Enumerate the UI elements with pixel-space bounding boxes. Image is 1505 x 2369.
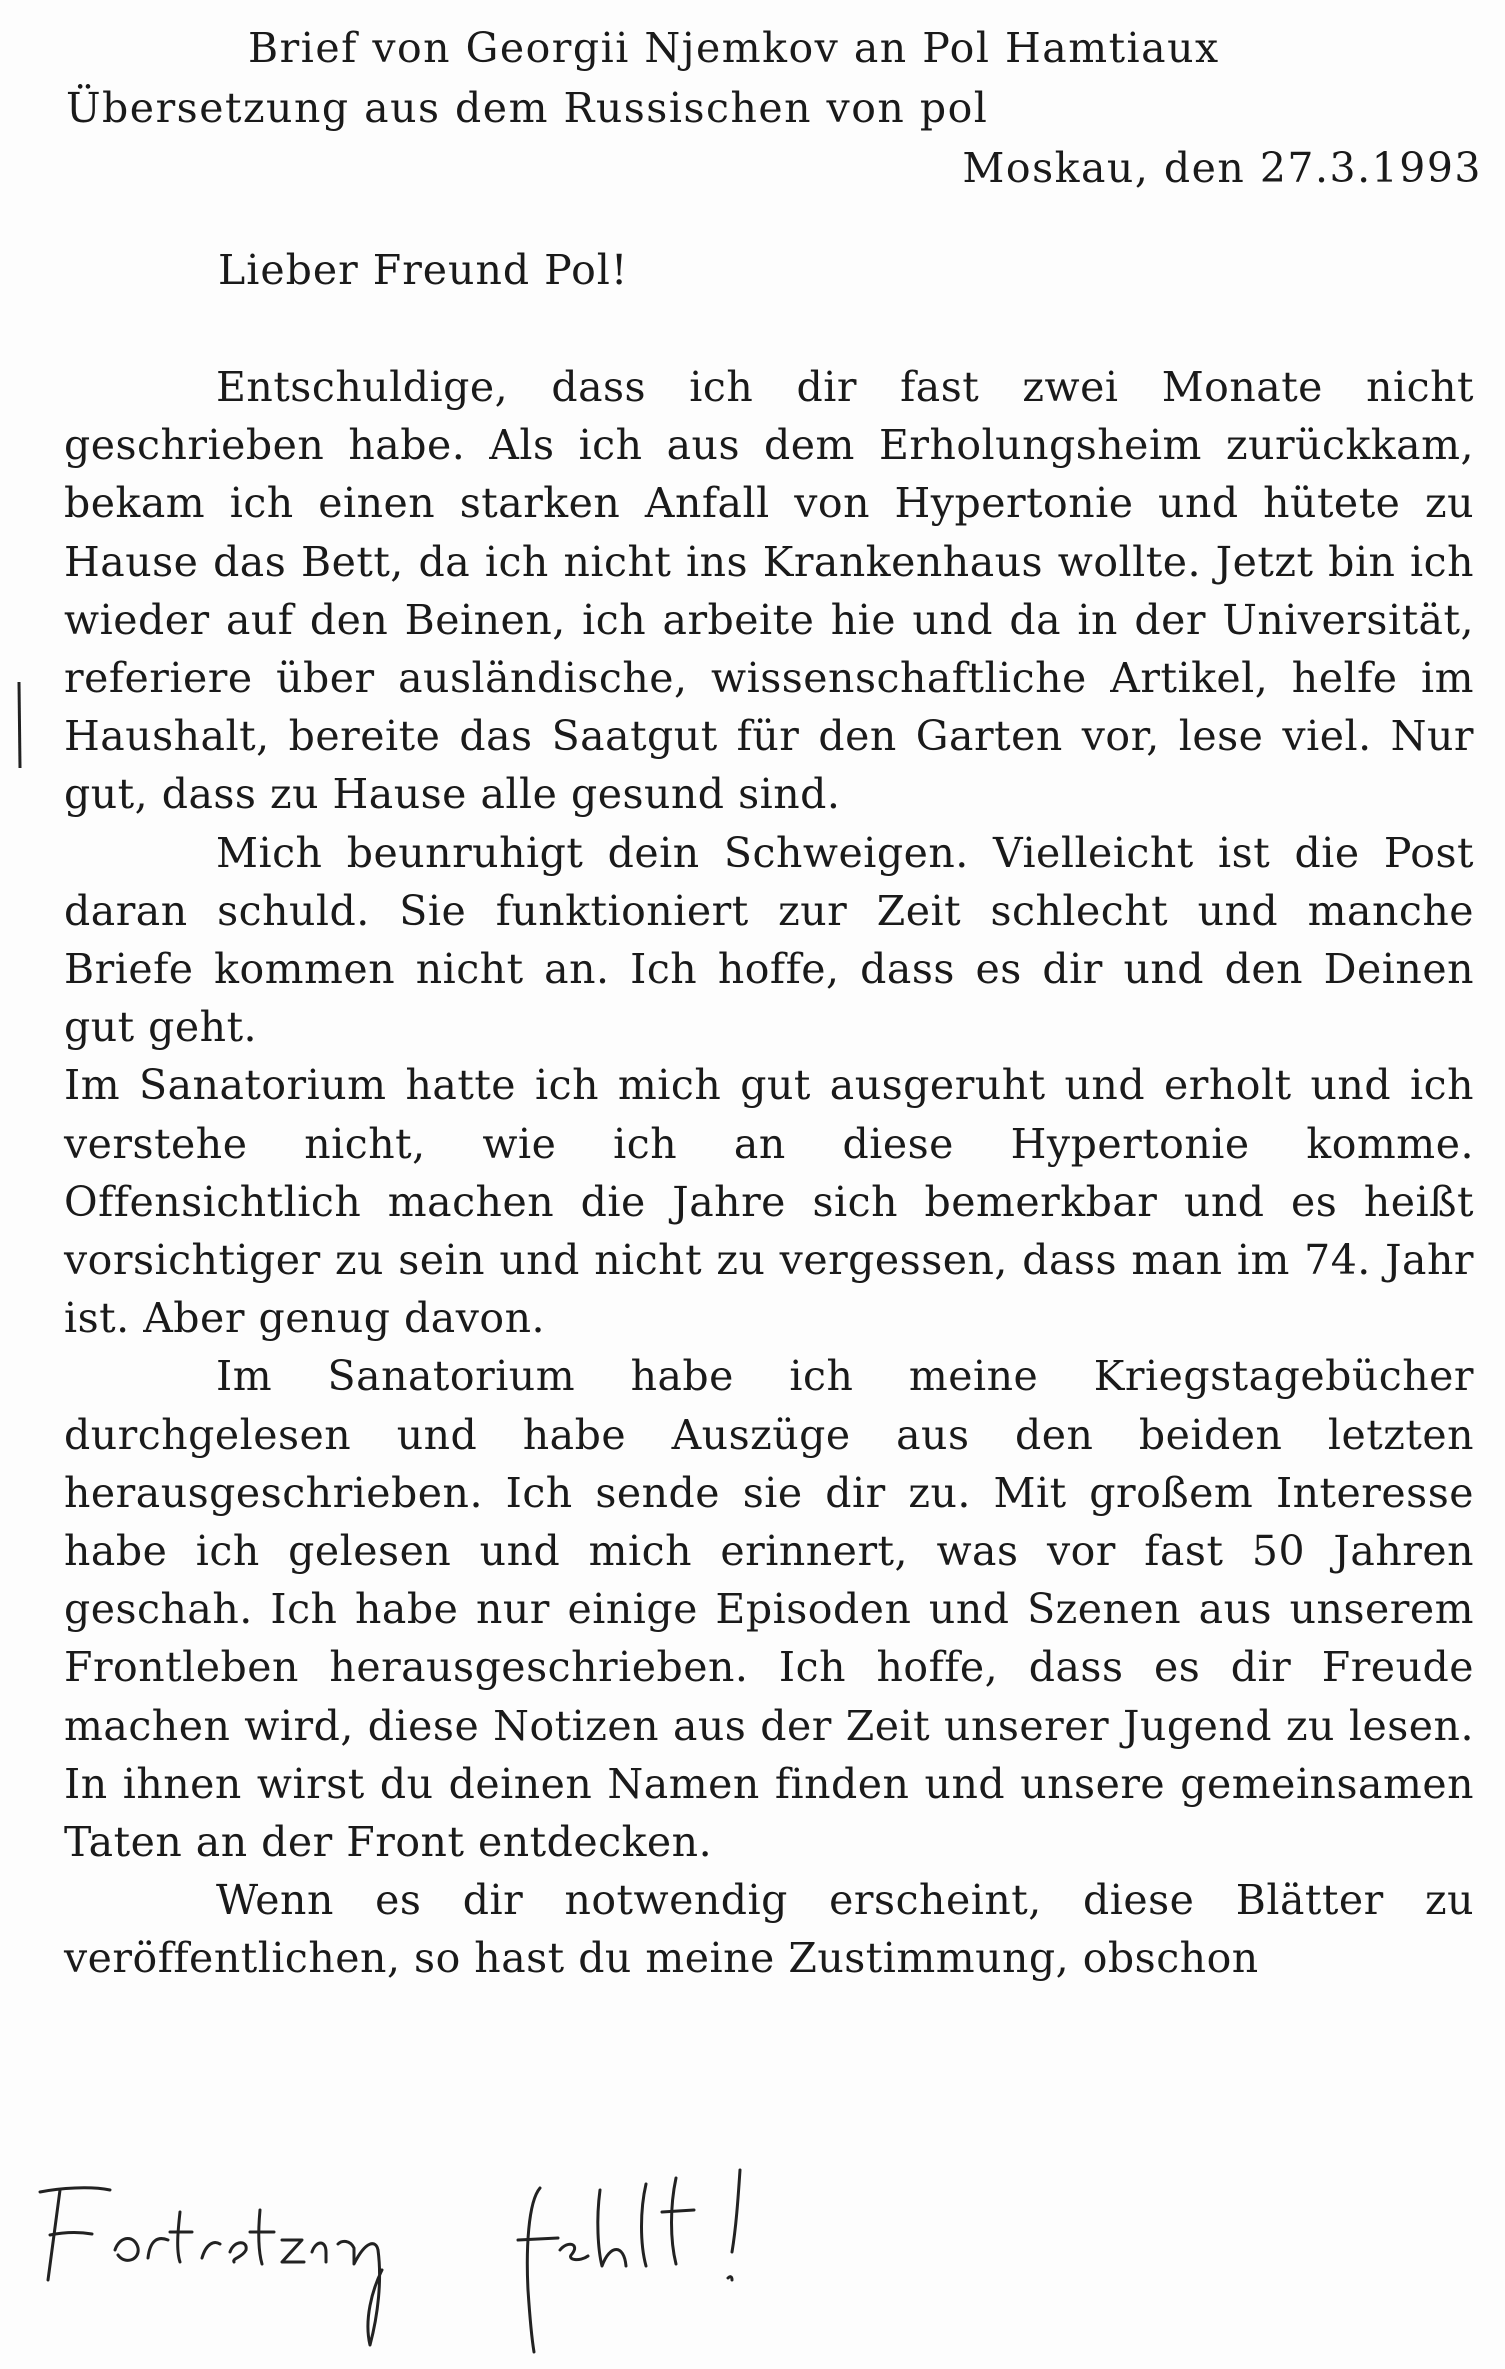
header-place-date: Moskau, den 27.3.1993 — [962, 144, 1482, 192]
letter-header — [66, 18, 1486, 198]
paragraph-5: Wenn es dir notwendig erscheint, diese Blätter zu veröffentlichen, so hast du meine Zustimmung, obschon — [64, 1876, 1474, 1983]
paragraph-4: Im Sanatorium habe ich meine Kriegstagebücher durchgelesen und habe Auszüge aus den beiden letzten herausgeschrieben. Ich sende sie dir zu. Mit großem Interesse habe ich gelesen und mich erinnert, was vor fast 50 Jahren geschah. Ich habe nur einige Episoden und Szenen aus unserem Frontleben herausgeschrieben. Ich hoffe, dass es dir Freude machen wird, diese Notizen aus der Zeit unserer Jugend zu lesen. In ihnen wirst du deinen Namen finden und unsere gemeinsamen Taten an der Front entdecken. — [64, 1352, 1474, 1867]
paragraph-2: Mich beunruhigt dein Schweigen. Vielleicht ist die Post daran schuld. Sie funktioniert zur Zeit schlecht und manche Briefe kommen nicht an. Ich hoffe, dass es dir und den Deinen gut geht. — [64, 828, 1474, 1052]
salutation: Lieber Freund Pol! — [218, 246, 629, 294]
paragraph-1: Entschuldige, dass ich dir fast zwei Monate nicht geschrieben habe. Als ich aus dem Erholungsheim zurückkam, bekam ich einen starken Anfall von Hypertonie und hütete zu Hause das Bett, da ich nicht ins Krankenhaus wollte. Jetzt bin ich wieder auf den Beinen, ich arbeite hie und da in der Universität, referiere über ausländische, wissenschaftliche Artikel, helfe im Haushalt, bereite das Saatgut für den Garten vor, lese viel. Nur gut, dass zu Hause alle gesund sind. — [64, 363, 1474, 819]
header-title: Brief von Georgii Njemkov an Pol Hamtiaux — [248, 24, 1220, 72]
margin-mark-icon — [14, 680, 24, 770]
handwritten-note-drawing — [20, 2140, 940, 2360]
paragraph-3: Im Sanatorium hatte ich mich gut ausgeruht und erholt und ich verstehe nicht, wie ich an diese Hypertonie komme. Offensichtlich machen die Jahre sich bemerkbar und es heißt vorsichtiger zu sein und nicht zu vergessen, dass man im 74. Jahr ist. Aber genug davon. — [64, 1061, 1474, 1343]
letter-body — [64, 358, 1474, 1988]
header-translation-note: Übersetzung aus dem Russischen von pol — [66, 84, 989, 132]
handwritten-note — [20, 2140, 940, 2360]
